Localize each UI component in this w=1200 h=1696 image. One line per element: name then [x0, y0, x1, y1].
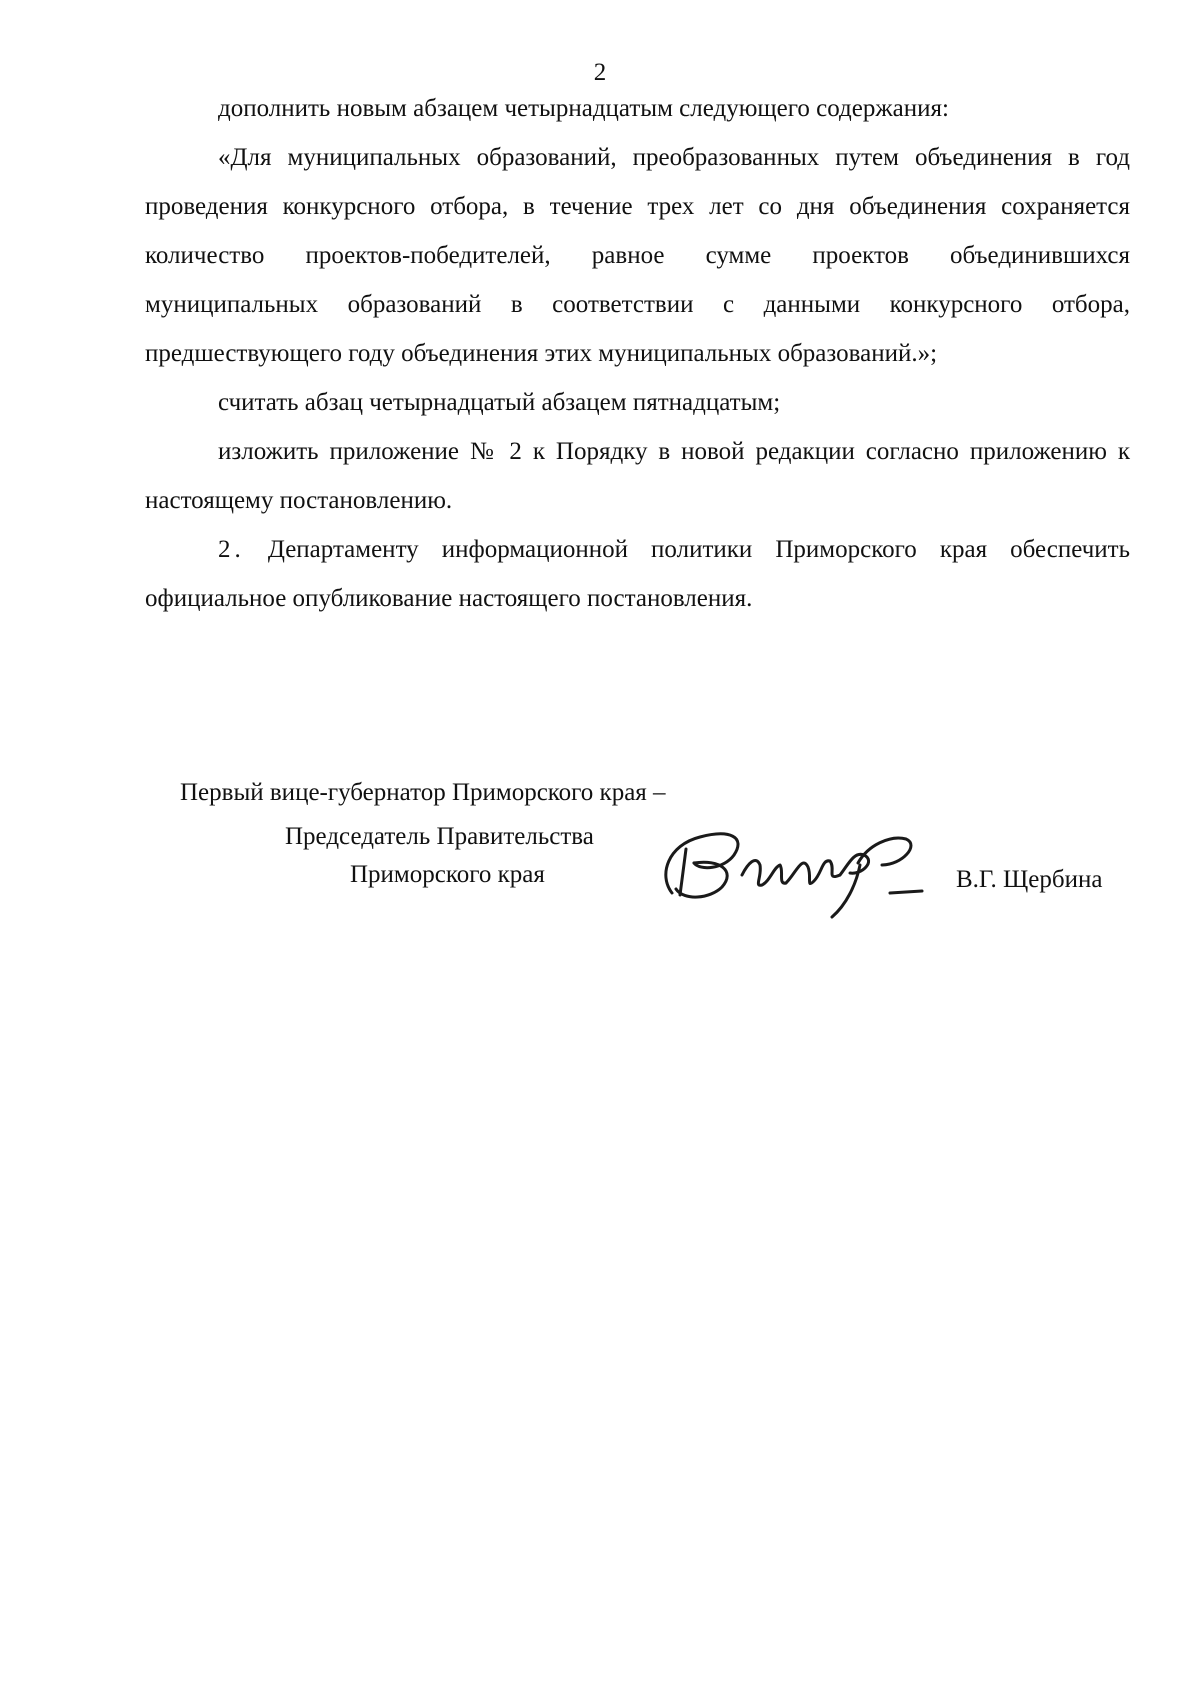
signatory-title-line-1: Первый вице-губернатор Приморского края – [180, 779, 666, 806]
signatory-title-line-2: Председатель Правительства [285, 823, 594, 850]
paragraph-quoted-amendment: «Для муниципальных образований, преобразованных путем объединения в год проведения конкурсного отбора, в течение трех лет со дня объединения сохраняется количество проектов-победителей, равное сумме проектов объединившихся муниципальных образований в соответствии с данными конкурсного отбора, предшествующего году объединения этих муниципальных образований.»; [145, 144, 1130, 367]
paragraph-addition-intro: дополнить новым абзацем четырнадцатым следующего содержания: [218, 95, 949, 122]
handwritten-signature [650, 815, 930, 925]
paragraph-renumbering: считать абзац четырнадцатый абзацем пятнадцатым; [218, 389, 781, 416]
paragraph-appendix: изложить приложение № 2 к Порядку в новой редакции согласно приложению к настоящему постановлению. [145, 438, 1130, 514]
signatory-name: В.Г. Щербина [956, 866, 1103, 893]
item-2-number: 2. [218, 536, 245, 563]
item-2-text: Департаменту информационной политики Приморского края обеспечить официальное опубликование настоящего постановления. [145, 536, 1130, 612]
signatory-title-line-3: Приморского края [350, 861, 545, 888]
page-number: 2 [593, 59, 607, 86]
